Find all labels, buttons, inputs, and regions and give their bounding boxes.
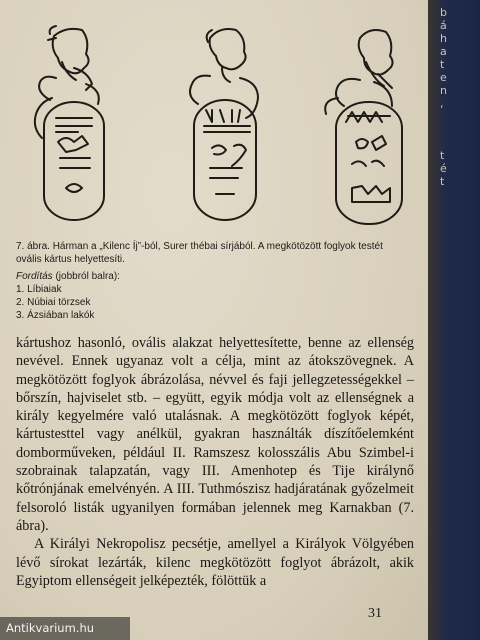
body-paragraph: kártushoz hasonló, ovális alakzat helyettesítette, benne az ellenség nevével. Ennek ugyanaz volt a célja, mint az átokszövegnek. A megkötözött foglyok ábrázolása, névvel és faji jellegzetességekkel – bőrszín, hajviselet stb. – együtt, egyik módja volt az ellenségnek a király kegyelmére való utalásnak. A megkötözött foglyok képét, kártustesttel vagy anélkül, gyakran használták díszítőelemként domborműveken, például II. Ramszesz kolosszális Abu Szimbel-i szobrainak talapzatán, vagy III. Amenhotep és Tije királynő kőtrónjának emelvényén. A III. Tuthmószisz hadjáratának győzelmeit felsoroló listák ugyanilyen formában jelennek meg Karnakban (7. ábra).: [16, 335, 414, 534]
body-text: [16, 334, 414, 590]
translation-heading: [16, 270, 411, 283]
figure-caption: 7. ábra. Hárman a „Kilenc Íj”-ból, Surer thébai sírjából. A megkötözött foglyok testét ovális kártus helyettesíti.: [16, 241, 383, 265]
translation-item: 3. Ázsiában lakók: [16, 310, 95, 321]
watermark: Antikvarium.hu: [0, 617, 130, 640]
figure-translation: [16, 270, 411, 322]
body-paragraph: A Királyi Nekropolisz pecsétje, amellyel a Királyok Völgyében lévő sírokat lezárták, kilenc megkötözött foglyot ábrázolt, akik Egyiptom ellenségeit jelképezték, fölöttük a: [16, 536, 414, 589]
translation-title: Fordítás: [16, 271, 53, 282]
prisoner-figure-asiatic: [325, 30, 402, 224]
translation-item: 1. Líbiaiak: [16, 284, 62, 295]
translation-note: (jobbról balra):: [55, 271, 120, 282]
page-number: 31: [368, 606, 382, 621]
book-spine: [428, 0, 480, 640]
prisoner-figure-nubian: [190, 29, 258, 220]
translation-item: 2. Núbiai törzsek: [16, 297, 91, 308]
prisoner-figure-libyan: [35, 26, 104, 220]
prisoner-figures-illustration: [26, 18, 406, 238]
spine-text: b á h a t e n , t é t: [440, 6, 447, 188]
